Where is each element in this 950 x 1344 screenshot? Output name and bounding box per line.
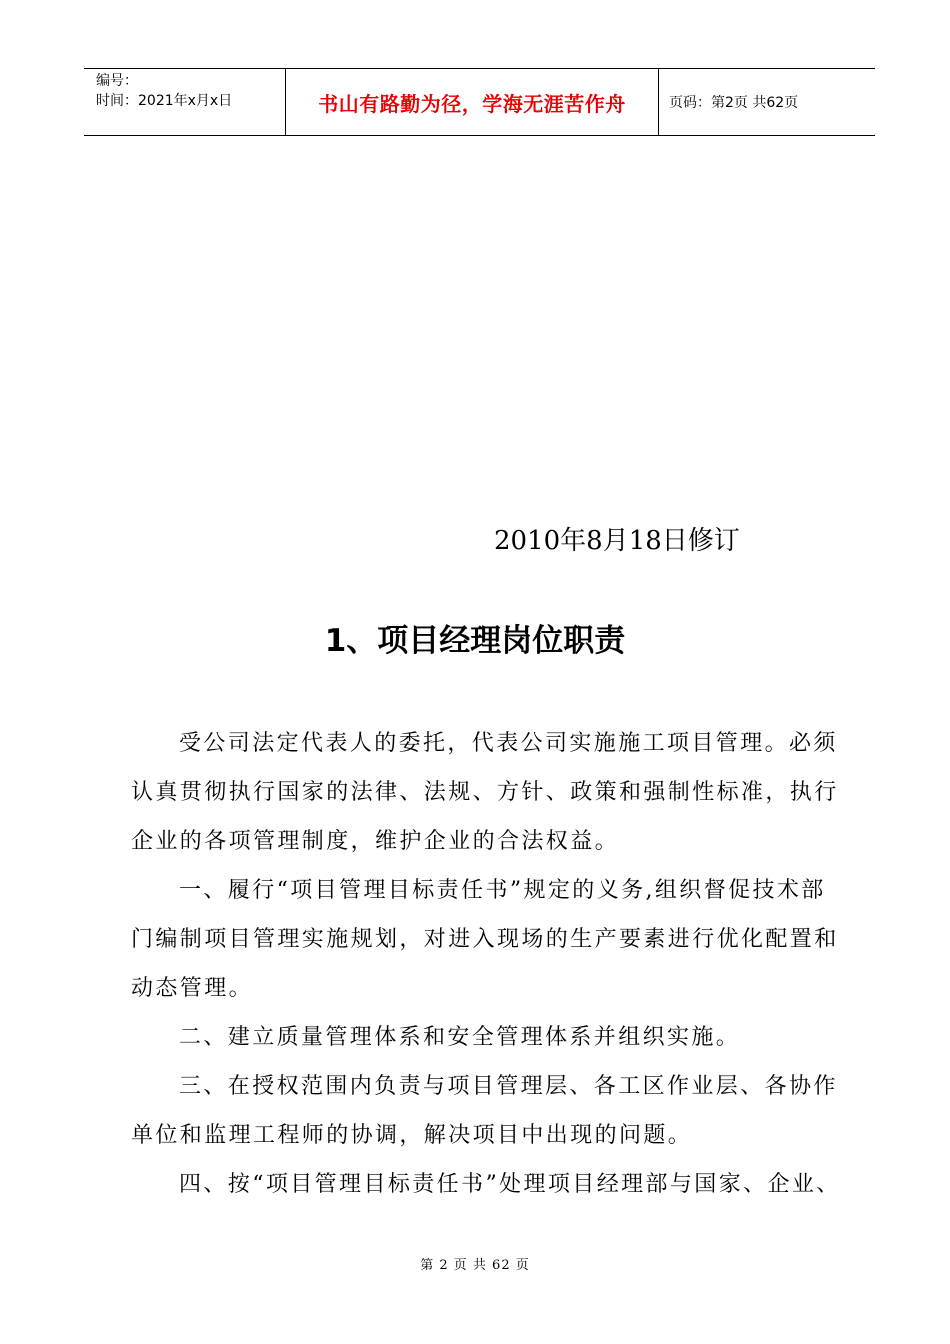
revision-note: 2010年8月18日修订 xyxy=(494,526,740,556)
header-page-info-cell xyxy=(659,69,875,135)
body-text xyxy=(131,719,843,1209)
paragraph: 一、履行“项目管理目标责任书”规定的义务,组织督促技术部门编制项目管理实施规划，对进入现场的生产要素进行优化配置和动态管理。 xyxy=(131,878,839,1001)
page-footer: 第 2 页 共 62 页 xyxy=(420,1258,530,1273)
paragraph: 四、按“项目管理目标责任书”处理项目经理部与国家、企业、 xyxy=(179,1172,841,1197)
document-date: 时间：2021年x月x日 xyxy=(96,93,233,109)
paragraph: 受公司法定代表人的委托，代表公司实施施工项目管理。必须认真贯彻执行国家的法律、法规、方针、政策和强制性标准，执行企业的各项管理制度，维护企业的合法权益。 xyxy=(131,731,839,854)
section-title: 1、项目经理岗位职责 xyxy=(324,623,626,659)
header-motto: 书山有路勤为径，学海无涯苦作舟 xyxy=(318,91,626,116)
header-motto-cell xyxy=(286,69,659,135)
header-meta xyxy=(84,69,286,135)
document-number-label: 编号： xyxy=(96,73,138,89)
page-header xyxy=(84,68,875,136)
header-page-info: 页码：第2页 共62页 xyxy=(669,95,799,111)
paragraph: 二、建立质量管理体系和安全管理体系并组织实施。 xyxy=(179,1025,741,1050)
paragraph: 三、在授权范围内负责与项目管理层、各工区作业层、各协作单位和监理工程师的协调，解决项目中出现的问题。 xyxy=(131,1074,838,1148)
